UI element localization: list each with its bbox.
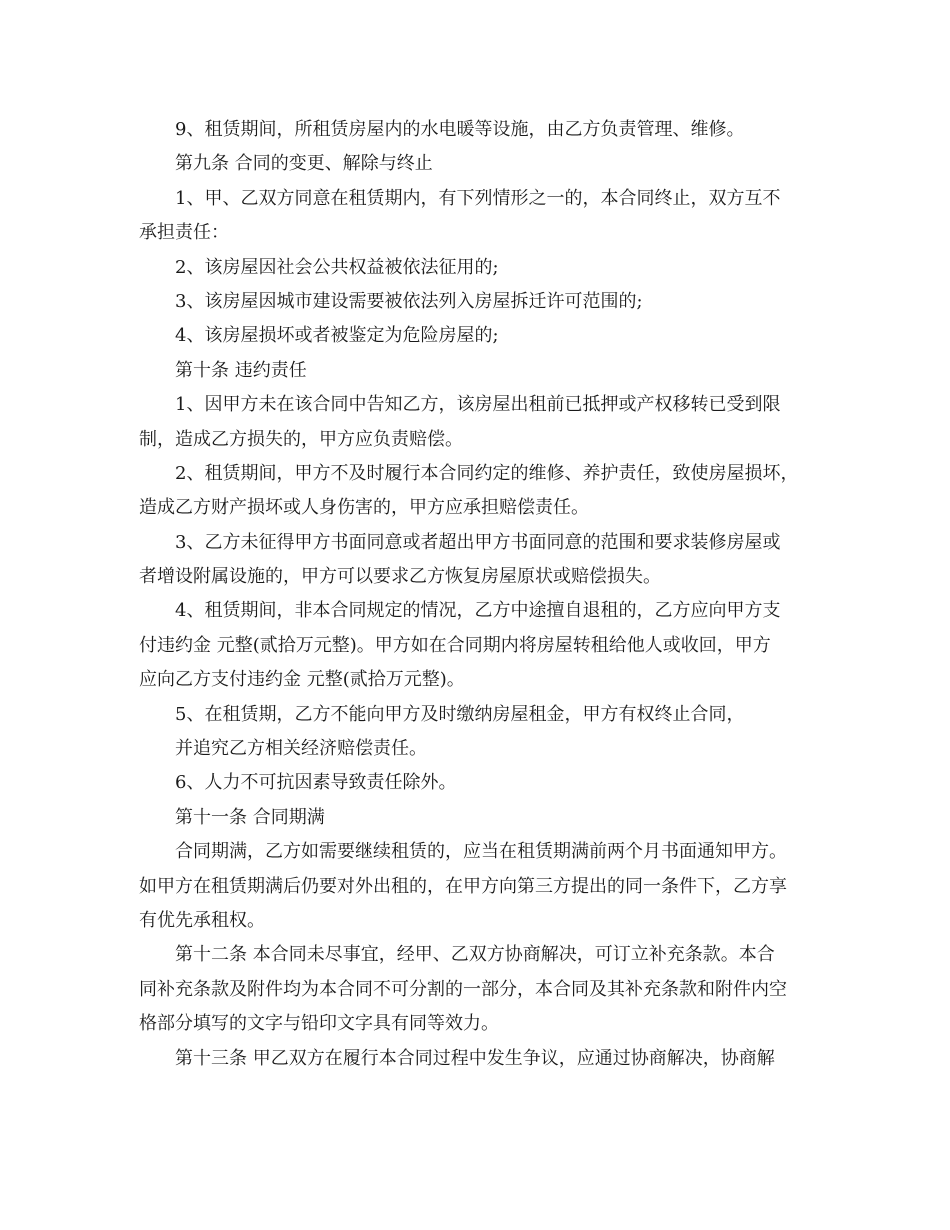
text-line: 者增设附属设施的，甲方可以要求乙方恢复房屋原状或赔偿损失。 xyxy=(139,566,661,588)
text-line: 第十二条 本合同未尽事宜，经甲、乙双方协商解决，可订立补充条款。本合 xyxy=(175,944,775,966)
text-line: 3、乙方未征得甲方书面同意或者超出甲方书面同意的范围和要求装修房屋或 xyxy=(175,531,781,553)
text-line: 合同期满，乙方如需要继续租赁的，应当在租赁期满前两个月书面通知甲方。 xyxy=(175,841,787,863)
text-line: 第十三条 甲乙双方在履行本合同过程中发生争议，应通过协商解决，协商解 xyxy=(175,1047,775,1069)
text-line: 1、甲、乙双方同意在租赁期内，有下列情形之一的，本合同终止，双方互不 xyxy=(175,187,781,209)
text-line: 同补充条款及附件均为本合同不可分割的一部分，本合同及其补充条款和附件内空 xyxy=(139,978,787,1000)
text-line: 6、人力不可抗因素导致责任除外。 xyxy=(175,772,457,794)
text-line: 付违约金 元整(贰拾万元整)。甲方如在合同期内将房屋转租给他人或收回，甲方 xyxy=(139,634,771,656)
text-line: 3、该房屋因城市建设需要被依法列入房屋拆迁许可范围的; xyxy=(175,290,643,312)
text-line: 如甲方在租赁期满后仍要对外出租的，在甲方向第三方提出的同一条件下，乙方享 xyxy=(139,875,787,897)
text-line: 格部分填写的文字与铅印文字具有同等效力。 xyxy=(139,1013,499,1035)
text-line: 1、因甲方未在该合同中告知乙方，该房屋出租前已抵押或产权移转已受到限 xyxy=(175,394,781,416)
text-line: 4、该房屋损坏或者被鉴定为危险房屋的; xyxy=(175,325,499,347)
text-line: 第十条 违约责任 xyxy=(175,359,307,381)
text-line: 有优先承租权。 xyxy=(139,909,265,931)
text-line: 4、租赁期间，非本合同规定的情况，乙方中途擅自退租的，乙方应向甲方支 xyxy=(175,600,781,622)
contract-body xyxy=(139,113,819,1076)
text-line: 应向乙方支付违约金 元整(贰拾万元整)。 xyxy=(139,669,465,691)
text-line: 承担责任： xyxy=(139,222,229,244)
text-line: 造成乙方财产损坏或人身伤害的，甲方应承担赔偿责任。 xyxy=(139,497,589,519)
text-line: 2、租赁期间，甲方不及时履行本合同约定的维修、养护责任，致使房屋损坏， xyxy=(175,462,799,484)
text-line: 第十一条 合同期满 xyxy=(175,806,325,828)
text-line: 制，造成乙方损失的，甲方应负责赔偿。 xyxy=(139,428,463,450)
text-line: 5、在租赁期，乙方不能向甲方及时缴纳房屋租金，甲方有权终止合同， xyxy=(175,703,745,725)
text-line: 2、该房屋因社会公共权益被依法征用的; xyxy=(175,256,499,278)
text-line: 9、租赁期间，所租赁房屋内的水电暖等设施，由乙方负责管理、维修。 xyxy=(175,119,745,140)
text-line: 第九条 合同的变更、解除与终止 xyxy=(175,153,433,175)
text-line: 并追究乙方相关经济赔偿责任。 xyxy=(175,738,427,760)
